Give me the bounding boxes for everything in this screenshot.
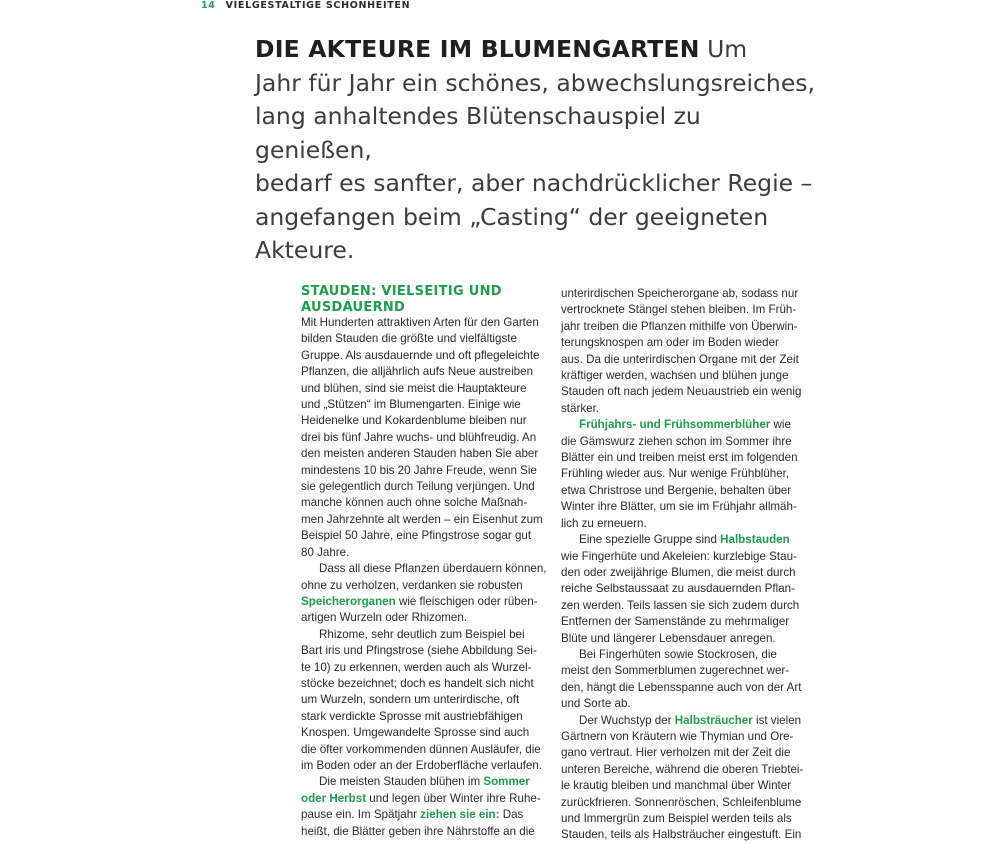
text-line: Stauden oft nach jedem Neuaustrieb ein wenig (561, 385, 802, 399)
intro-line: Um (699, 35, 748, 63)
text-line: und Immergrün zum Beispiel werden teils als (561, 812, 792, 825)
intro-paragraph (255, 33, 815, 268)
text-fragment: ist vielen (752, 713, 802, 727)
text-line: heißt, die Blätter geben ihre Nährstoffe an die (301, 824, 535, 838)
text-fragment: Der Wuchstyp der (579, 713, 675, 727)
text-line: Winter ihre Blätter, um sie im Frühjahr allmäh- (561, 500, 797, 514)
intro-kicker: DIE AKTEURE IM BLUMENGARTEN (255, 35, 700, 63)
text-line: te 10) zu erkennen, werden auch als Wurzel- (301, 660, 532, 674)
text-line: zurückfrieren. Sonnenröschen, Schleifenblume (561, 795, 802, 809)
text-fragment: und legen über Winter ihre Ruhe- (366, 791, 541, 805)
text-line: le krautig bleiben und manchmal über Winter (561, 779, 792, 793)
text-line: stärker. (561, 401, 600, 415)
text-fragment: Eine spezielle Gruppe sind (579, 533, 721, 547)
text-line (301, 594, 545, 610)
paragraph (561, 713, 805, 844)
highlight-term: Speicherorganen (301, 594, 396, 608)
text-line: stark verdickte Sprosse mit austriebfähigen (301, 709, 523, 723)
text-line: Gärtnern von Kräutern wie Thymian und Ore- (561, 729, 794, 743)
text-line: ohne zu verholzen, verdanken sie robusten (301, 578, 523, 592)
text-line: etwa Christrose und Bergenie, behalten über (561, 483, 792, 497)
paragraph (561, 286, 805, 417)
paragraph (301, 774, 545, 840)
running-head (201, 0, 410, 11)
text-line: den oder zweijährige Blumen, die meist durch (561, 565, 796, 579)
paragraph (561, 532, 805, 647)
intro-line: bedarf es sanfter, aber nachdrücklicher Regie – (255, 169, 813, 197)
text-line: meist den Sommerblumen zugerechnet wer- (561, 664, 790, 678)
text-line: den meisten anderen Stauden haben Sie aber (301, 447, 539, 461)
text-line: gano vertraut. Hier verholzen mit der Zeit die (561, 746, 791, 760)
text-fragment: wie fleischigen oder rüben- (395, 594, 538, 608)
text-line (561, 532, 805, 548)
intro-line: angefangen beim „Casting“ der geeigneten (255, 202, 769, 231)
text-fragment: pause ein. Im Spätjahr (301, 808, 421, 822)
text-line: die öfter vorkommenden dünnen Ausläufer, die (301, 742, 541, 756)
text-line: zen werden. Teils lassen sie sich zudem durch (561, 598, 800, 612)
text-line: Rhizome, sehr deutlich zum Beispiel bei (319, 627, 525, 641)
intro-line: lang anhaltendes Blütenschauspiel zu genießen, (255, 102, 701, 164)
highlight-term: ziehen sie ein: (420, 808, 500, 822)
paragraph (561, 647, 805, 713)
text-line: Beispiel 50 Jahre, eine Pfingstrose sogar gut (301, 529, 532, 543)
running-head-title: VIELGESTALTIGE SCHÖNHEITEN (225, 0, 411, 11)
text-line: 80 Jahre. (301, 545, 350, 559)
heading-line: STAUDEN: VIELSEITIG UND (301, 284, 502, 299)
text-line (561, 417, 805, 433)
text-line: Blüte und längerer Lebensdauer anregen. (561, 631, 776, 645)
text-line: manche können auch ohne solche Maßnah- (301, 496, 528, 510)
text-line: Heidenelke und Kokardenblume bleiben nur (301, 414, 527, 428)
text-line: Stauden, teils als Halbsträucher eingestuft. Ein (561, 828, 802, 842)
text-line: stöcke bezeichnet; doch es handelt sich nicht (301, 676, 534, 690)
highlight-term: Halbsträucher (674, 713, 753, 727)
text-line: mindestens 10 bis 20 Jahre Freude, wenn Sie (301, 463, 537, 477)
text-line: die Gämswurz ziehen schon im Sommer ihre (561, 434, 792, 448)
text-line: bilden Stauden die größte und vielfältigste (301, 332, 517, 346)
paragraph (301, 561, 545, 627)
text-line: Gruppe. Als ausdauernde und oft pflegeleichte (301, 348, 540, 362)
text-line: kräftiger werden, wachsen und blühen junge (561, 369, 789, 383)
heading-line: AUSDAUERND (301, 299, 406, 315)
text-line: und blühen, sind sie meist die Hauptakteure (301, 381, 527, 395)
text-fragment: wie (770, 418, 791, 432)
text-line: artigen Wurzeln oder Rhizomen. (301, 611, 468, 625)
text-fragment: Die meisten Stauden blühen im (319, 775, 484, 789)
text-line (301, 807, 545, 823)
text-line: Blätter ein und treiben meist erst im folgenden (561, 451, 798, 465)
text-line: Mit Hunderten attraktiven Arten für den Garten (301, 316, 539, 329)
text-line (561, 713, 805, 729)
highlight-term: Frühjahrs- und Frühsommerblüher (579, 418, 771, 432)
section-heading (301, 284, 545, 315)
text-line: Bei Fingerhüten sowie Stockrosen, die (579, 647, 777, 661)
paragraph (301, 627, 545, 775)
text-line: vertrocknete Stängel stehen bleiben. Im Früh- (561, 303, 797, 317)
intro-line: Jahr für Jahr ein schönes, abwechslungsreiches, (255, 68, 815, 97)
highlight-term: Halbstauden (720, 533, 790, 547)
intro-line: Akteure. (255, 236, 355, 264)
text-line: Entfernen der Samenstände zu mehrmaliger (561, 615, 790, 629)
text-line (301, 774, 545, 790)
text-line: sie gelegentlich durch Teilung verjüngen. Und (301, 480, 535, 494)
text-line: unterirdischen Speicherorgane ab, sodass nur (561, 287, 799, 300)
text-line: um Wurzeln, sondern um unterirdische, oft (301, 693, 520, 707)
text-line: jahr treiben die Pflanzen mithilfe von Überwin- (561, 319, 798, 333)
text-line: Frühling wieder aus. Nur wenige Frühblüher, (561, 467, 790, 481)
text-line: Bart iris und Pfingstrose (siehe Abbildung Sei- (301, 644, 537, 658)
text-line: reiche Selbstaussaat zu ausdauernden Pflan- (561, 582, 795, 596)
left-column (301, 284, 545, 840)
text-line: und Sorte ab. (561, 697, 631, 711)
text-line: drei bis fünf Jahre wuchs- und blühfreudig. An (301, 430, 537, 444)
text-line: aus. Da die unterirdischen Organe mit der Zeit (561, 352, 799, 366)
text-line: unteren Bereiche, während die oberen Triebtei- (561, 762, 804, 776)
paragraph (561, 417, 805, 532)
text-line: terungsknospen am oder im Boden wieder (561, 336, 779, 350)
text-line: lich zu erneuern. (561, 516, 647, 530)
highlight-term: Sommer (483, 775, 530, 789)
text-line: men Jahrzehnte alt werden – ein Eisenhut zum (301, 512, 543, 526)
text-line: Dass all diese Pflanzen überdauern können, (319, 562, 547, 576)
text-line: den, hängt die Lebensspanne auch von der Art (561, 680, 802, 694)
text-line: Knospen. Umgewandelte Sprosse sind auch (301, 726, 530, 740)
page-number: 14 (201, 0, 216, 11)
text-line: und „Stützen“ im Blumengarten. Einige wie (301, 398, 521, 412)
paragraph (301, 315, 545, 561)
text-fragment: Das (499, 808, 524, 822)
text-line (301, 791, 545, 807)
text-line: wie Fingerhüte und Akeleien: kurzlebige Stau- (561, 549, 797, 563)
text-line: im Boden oder an der Erdoberfläche verlaufen. (301, 758, 543, 772)
text-line: Pflanzen, die alljährlich aufs Neue austreiben (301, 365, 534, 379)
highlight-term: oder Herbst (301, 791, 367, 805)
right-column (561, 286, 805, 844)
